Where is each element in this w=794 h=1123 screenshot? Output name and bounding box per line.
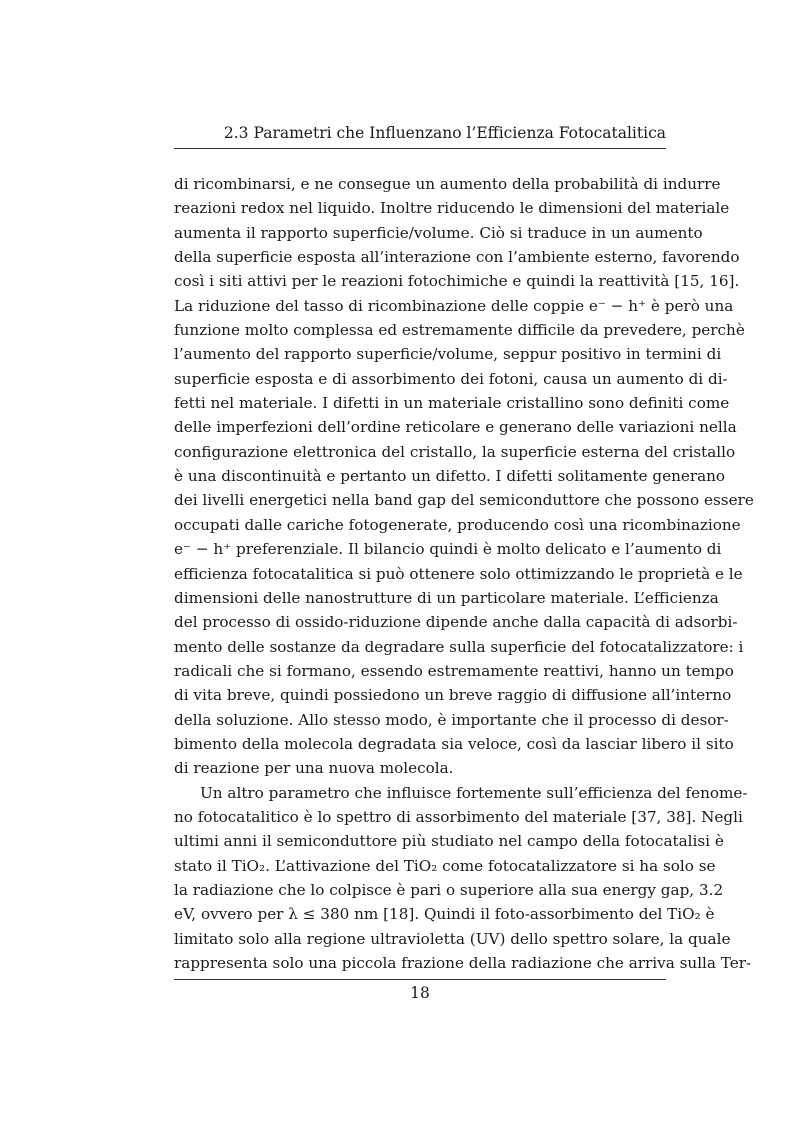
text-line: reazioni redox nel liquido. Inoltre riducendo le dimensioni del materiale bbox=[174, 199, 730, 218]
text-line: e⁻ − h⁺ preferenziale. Il bilancio quindi è molto delicato e l’aumento di bbox=[174, 540, 722, 559]
text-line: di ricombinarsi, e ne consegue un aumento della probabilità di indurre bbox=[174, 175, 721, 193]
text-line: configurazione elettronica del cristallo, la superficie esterna del cristallo bbox=[174, 442, 736, 461]
text-line: l’aumento del rapporto superficie/volume, seppur positivo in termini di bbox=[174, 345, 722, 364]
text-line: efficienza fotocatalitica si può ottenere solo ottimizzando le proprietà e le bbox=[174, 564, 743, 583]
text-line: è una discontinuità e pertanto un difetto. I difetti solitamente generano bbox=[174, 467, 726, 486]
text-line: mento delle sostanze da degradare sulla superficie del fotocatalizzatore: i bbox=[174, 637, 744, 656]
text-line: bimento della molecola degradata sia veloce, così da lasciar libero il sito bbox=[174, 734, 734, 753]
text-line: delle imperfezioni dell’ordine reticolare e generano delle variazioni nella bbox=[174, 418, 737, 437]
text-line: la radiazione che lo colpisce è pari o superiore alla sua energy gap, 3.2 bbox=[174, 880, 724, 899]
text-line: funzione molto complessa ed estremamente difficile da prevedere, perchè bbox=[174, 321, 745, 340]
header-rule bbox=[174, 148, 666, 149]
text-line: dimensioni delle nanostrutture di un particolare materiale. L’efficienza bbox=[174, 588, 719, 607]
text-line: aumenta il rapporto superficie/volume. Ciò si traduce in un aumento bbox=[174, 223, 703, 242]
text-line: ultimi anni il semiconduttore più studiato nel campo della fotocatalisi è bbox=[174, 832, 724, 851]
text-line: occupati dalle cariche fotogenerate, producendo così una ricombinazione bbox=[174, 515, 741, 534]
text-line: rappresenta solo una piccola frazione della radiazione che arriva sulla Ter- bbox=[174, 954, 752, 972]
page-number: 18 bbox=[410, 984, 430, 1002]
paragraph-start-line: Un altro parametro che influisce fortemente sull’efficienza del fenome- bbox=[200, 783, 748, 802]
text-line: così i siti attivi per le reazioni fotochimiche e quindi la reattività [15, 16]. bbox=[174, 272, 740, 291]
text-line: eV, ovvero per λ ≤ 380 nm [18]. Quindi il foto-assorbimento del TiO₂ è bbox=[174, 905, 715, 924]
text-line: dei livelli energetici nella band gap del semiconduttore che possono essere bbox=[174, 491, 754, 510]
text-line: limitato solo alla regione ultravioletta (UV) dello spettro solare, la quale bbox=[174, 929, 731, 948]
text-line: della soluzione. Allo stesso modo, è importante che il processo di desor- bbox=[174, 710, 729, 729]
text-line: del processo di ossido-riduzione dipende anche dalla capacità di adsorbi- bbox=[174, 613, 738, 632]
footer-rule bbox=[174, 979, 666, 980]
body-text bbox=[174, 172, 754, 975]
text-line: radicali che si formano, essendo estremamente reattivi, hanno un tempo bbox=[174, 661, 734, 680]
running-header: 2.3 Parametri che Influenzano l’Efficienza Fotocatalitica bbox=[223, 124, 666, 142]
text-line: fetti nel materiale. I difetti in un materiale cristallino sono definiti come bbox=[174, 394, 730, 413]
paragraph-end-line: di reazione per una nuova molecola. bbox=[174, 759, 454, 778]
text-line: di vita breve, quindi possiedono un breve raggio di diffusione all’interno bbox=[174, 686, 732, 705]
text-line: superficie esposta e di assorbimento dei fotoni, causa un aumento di di- bbox=[174, 369, 728, 388]
text-line: della superficie esposta all’interazione con l’ambiente esterno, favorendo bbox=[174, 248, 740, 267]
text-line: La riduzione del tasso di ricombinazione delle coppie e⁻ − h⁺ è però una bbox=[174, 296, 734, 315]
text-line: stato il TiO₂. L’attivazione del TiO₂ come fotocatalizzatore si ha solo se bbox=[174, 856, 716, 875]
text-line: no fotocatalitico è lo spettro di assorbimento del materiale [37, 38]. Negli bbox=[174, 807, 743, 826]
